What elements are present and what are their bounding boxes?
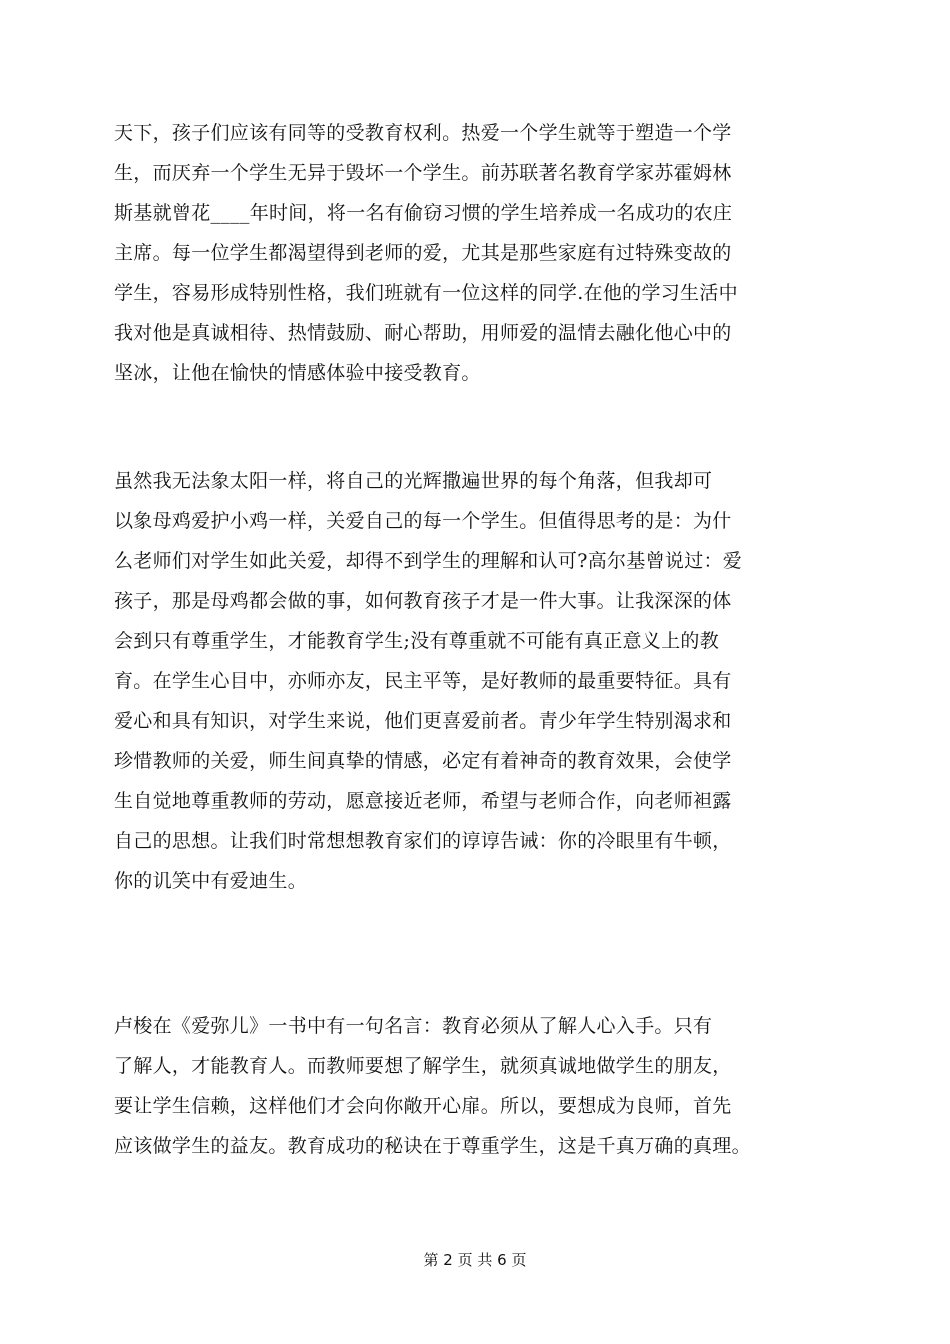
paragraph-line: 珍惜教师的关爱，师生间真挚的情感，必定有着神奇的教育效果，会使学 (114, 750, 732, 772)
paragraph-line: 了解人，才能教育人。而教师要想了解学生，就须真诚地做学生的朋友， (114, 1055, 732, 1077)
paragraph-line: 生自觉地尊重教师的劳动，愿意接近老师，希望与老师合作，向老师袒露 (114, 790, 732, 812)
paragraph-line: 以象母鸡爱护小鸡一样，关爱自己的每一个学生。但值得思考的是：为什 (114, 510, 732, 532)
paragraph-line: 主席。每一位学生都渴望得到老师的爱，尤其是那些家庭有过特殊变故的 (114, 242, 732, 264)
paragraph-line: 孩子，那是母鸡都会做的事，如何教育孩子才是一件大事。让我深深的体 (114, 590, 732, 612)
paragraph-line: 自己的思想。让我们时常想想教育家们的谆谆告诫：你的冷眼里有牛顿， (114, 830, 732, 852)
paragraph-line: 坚冰，让他在愉快的情感体验中接受教育。 (114, 362, 481, 384)
page-number-label: 第 2 页 共 6 页 (423, 1251, 527, 1269)
paragraph-line: 会到只有尊重学生，才能教育学生;没有尊重就不可能有真正意义上的教 (114, 630, 720, 652)
paragraph-3 (114, 1006, 838, 1166)
paragraph-line: 应该做学生的益友。教育成功的秘诀在于尊重学生，这是千真万确的真理。 (114, 1135, 751, 1157)
paragraph-line: 卢梭在《爱弥儿》一书中有一句名言：教育必须从了解人心入手。只有 (114, 1015, 713, 1037)
paragraph-1 (114, 113, 838, 393)
paragraph-line: 学生，容易形成特别性格，我们班就有一位这样的同学.在他的学习生活中 (114, 282, 738, 304)
paragraph-line: 么老师们对学生如此关爱，却得不到学生的理解和认可?高尔基曾说过：爱 (114, 550, 743, 572)
paragraph-line: 斯基就曾花____年时间，将一名有偷窃习惯的学生培养成一名成功的农庄 (114, 202, 733, 224)
paragraph-line: 要让学生信赖，这样他们才会向你敞开心扉。所以，要想成为良师，首先 (114, 1095, 732, 1117)
paragraph-line: 天下，孩子们应该有同等的受教育权利。热爱一个学生就等于塑造一个学 (114, 122, 732, 144)
paragraph-line: 爱心和具有知识，对学生来说，他们更喜爱前者。青少年学生特别渴求和 (114, 710, 732, 732)
paragraph-line: 虽然我无法象太阳一样，将自己的光辉撒遍世界的每个角落，但我却可 (114, 470, 713, 492)
page-footer (0, 1248, 950, 1272)
paragraph-line: 生，而厌弃一个学生无异于毁坏一个学生。前苏联著名教育学家苏霍姆林 (114, 162, 732, 184)
paragraph-line: 你的讥笑中有爱迪生。 (114, 870, 308, 892)
paragraph-line: 育。在学生心目中，亦师亦友，民主平等，是好教师的最重要特征。具有 (114, 670, 732, 692)
paragraph-2 (114, 461, 838, 901)
paragraph-line: 我对他是真诚相待、热情鼓励、耐心帮助，用师爱的温情去融化他心中的 (114, 322, 732, 344)
